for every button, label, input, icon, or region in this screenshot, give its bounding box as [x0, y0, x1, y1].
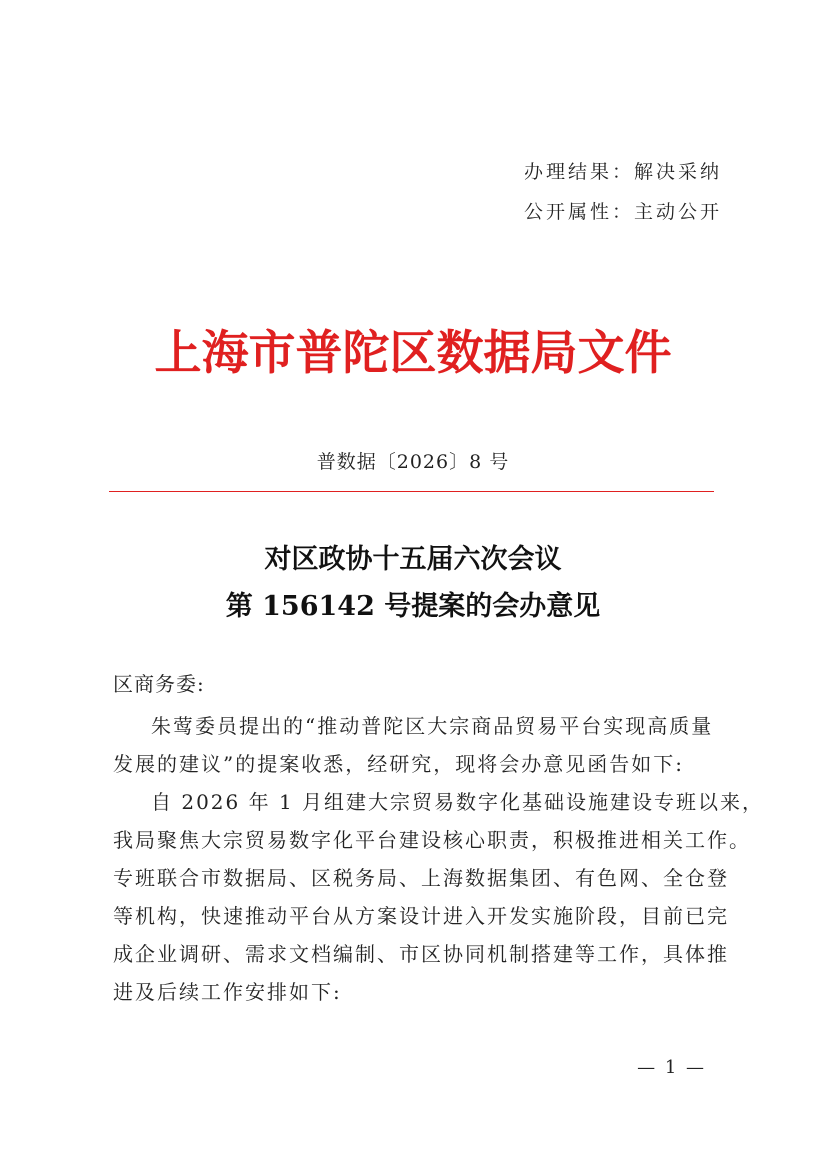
salutation: 区商务委: [113, 672, 205, 696]
paragraph-1 [113, 707, 718, 783]
paragraph-2 [113, 783, 765, 1011]
paragraph-line: 进及后续工作安排如下: [113, 980, 342, 1004]
paragraph-line: 我局聚焦大宗贸易数字化平台建设核心职责，积极推进相关工作。 [113, 828, 751, 852]
paragraph-line: 专班联合市数据局、区税务局、上海数据集团、有色网、全仓登 [113, 866, 729, 890]
document-number: 普数据〔2026〕8 号 [316, 451, 510, 473]
paragraph-line: 朱莺委员提出的“推动普陀区大宗商品贸易平台实现高质量 [151, 714, 714, 738]
paragraph-line: 等机构，快速推动平台从方案设计进入开发实施阶段，目前已完 [113, 904, 729, 928]
document-title-line-1: 对区政协十五届六次会议 [264, 544, 562, 575]
issuing-organization-header: 上海市普陀区数据局文件 [154, 326, 672, 381]
handling-result: 办理结果：解决采纳 [523, 161, 722, 183]
paragraph-line: 发展的建议”的提案收悉，经研究，现将会办意见函告如下: [113, 752, 684, 776]
paragraph-line: 成企业调研、需求文档编制、市区协同机制搭建等工作，具体推 [113, 942, 729, 966]
red-separator-line [109, 491, 714, 492]
document-title-line-2: 第 156142 号提案的会办意见 [225, 591, 601, 622]
disclosure-attribute: 公开属性：主动公开 [523, 201, 722, 223]
page-number: — 1 — [637, 1057, 706, 1078]
paragraph-line: 自 2026 年 1 月组建大宗贸易数字化基础设施建设专班以来， [151, 790, 765, 814]
